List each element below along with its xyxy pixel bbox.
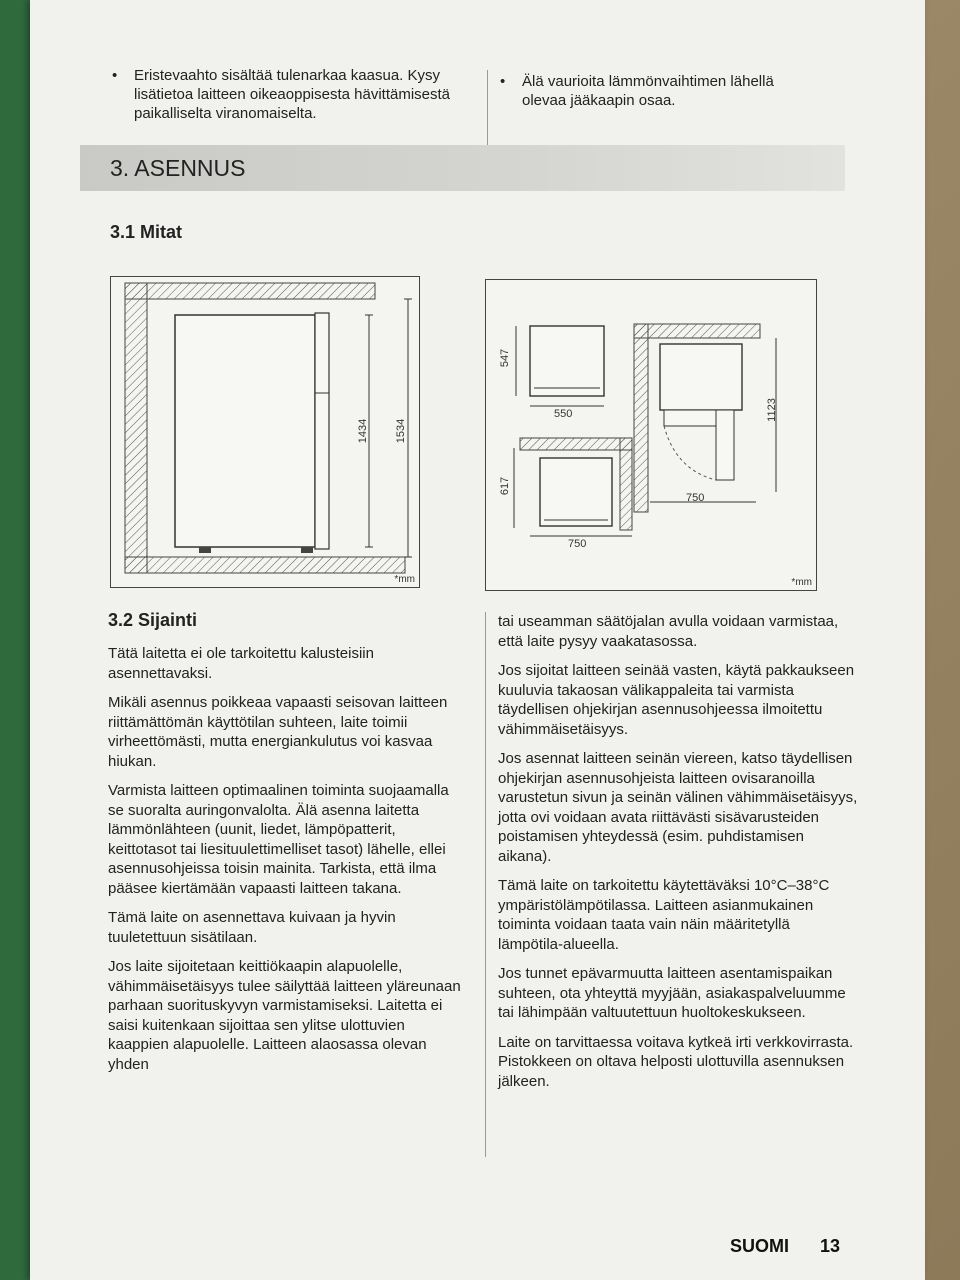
bullet-mark: • [500,73,506,90]
paragraph: tai useamman säätöjalan avulla voidaan varmistaa, että laite pysyy vaakatasossa. [498,613,839,650]
language-label: SUOMI [730,1236,790,1256]
paragraph: Jos asennat laitteen seinän viereen, katso täydellisen ohjekirjan asennusohjeista laitteen ovisaranoilla varustetun sivun ja seinän välinen vähimmäisetäisyys, jotta ovi voidaan avata riittävästi sisävarusteiden poistamisen yhteydessä (esim. puhdistamisen aikana). [498,750,858,865]
top-right-text: Älä vaurioita lämmönvaihtimen lähellä olevaa jääkaapin osaa. [522,73,774,109]
paragraph: Tämä laite on asennettava kuivaan ja hyvin tuuletettuun sisätilaan. [108,909,396,946]
section-title: 3. ASENNUS [110,155,246,181]
subsection-title-dimensions: 3.1 Mitat [110,222,183,242]
top-right-bullet [500,72,822,110]
column-divider [485,612,486,1157]
figure-front-dimensions [110,276,420,588]
bullet-mark: • [112,67,118,84]
paragraph: Tätä laitetta ei ole tarkoitettu kalusteisiin asennettavaksi. [108,645,374,682]
fridge-top-drawing [486,280,816,590]
side-width-label: 750 [686,492,705,504]
unit-label: *mm [394,574,415,585]
paragraph: Varmista laitteen optimaalinen toiminta suojaamalla se suoralta auringonvalolta. Älä asenna laitetta lämmönlähteen (uunit, liedet, lämpöpatterit, keittotasot tai liesituulettimelliset tasot) lähelle, ellei asennusohjeissa toisin mainita. Tarkista, että ilma pääsee kiertämään vapaasti laitteen takana. [108,782,449,897]
left-text-column [108,644,468,1084]
paragraph: Laite on tarvittaessa voitava kytkeä irti verkkovirrasta. Pistokkeen on oltava helposti ulottuvilla asennuksen jälkeen. [498,1033,854,1090]
paragraph: Mikäli asennus poikkeaa vapaasti seisovan laitteen riittämättömän käyttötilan suhteen, laite toimii virheettömästi, mutta energiankulutus voi kasvaa hiukan. [108,694,448,770]
right-text-column [498,612,858,1101]
paragraph: Tämä laite on tarkoitettu käytettäväksi 10°C–38°C ympäristölämpötilassa. Laitteen asianmukainen toiminta voidaan taata vain näin määritetyllä lämpötila-alueella. [498,877,830,953]
width-bottom-label: 750 [568,538,587,550]
column-divider [487,70,488,148]
depth-top-label: 547 [499,348,512,368]
paragraph: Jos tunnet epävarmuutta laitteen asentamispaikan suhteen, ota yhteyttä myyjään, asiakaspalveluumme tai lähimpään valtuutettuun huoltokeskukseen. [498,965,846,1021]
unit-label: *mm [791,577,812,588]
paragraph: Jos laite sijoitetaan keittiökaapin alapuolelle, vähimmäisetäisyys tulee säilyttää laitteen yläreunaan parhaan suorituskyvyn varmistamiseksi. Laitetta ei saisi kuitenkaan sijoittaa sen ylitse ulottuvien kaappien alapuolelle. Laitteen alaosassa olevan yhden [108,958,461,1073]
height-outer-label: 1534 [395,418,408,444]
side-height-label: 1123 [765,398,778,422]
width-top-label: 550 [554,408,573,420]
top-left-bullet [112,66,474,123]
height-inner-label: 1434 [357,418,370,444]
figure-top-dimensions [485,279,817,591]
fridge-front-drawing [111,277,419,587]
subsection-title-location: 3.2 Sijainti [108,610,198,630]
manual-page [30,0,925,1280]
page-number: 13 [820,1236,841,1256]
paragraph: Jos sijoitat laitteen seinää vasten, käytä pakkaukseen kuuluvia takaosan välikappaleita tai varmista täydellisen ohjekirjan asennusohjeessa ilmoitettu vähimmäisetäisyys. [498,662,855,738]
section-header-bar [80,145,845,191]
top-left-text: Eristevaahto sisältää tulenarkaa kaasua. Kysy lisätietoa laitteen oikeaoppisesta hävittämisestä paikalliselta viranomaiselta. [134,67,451,122]
depth-bottom-label: 617 [499,476,512,496]
